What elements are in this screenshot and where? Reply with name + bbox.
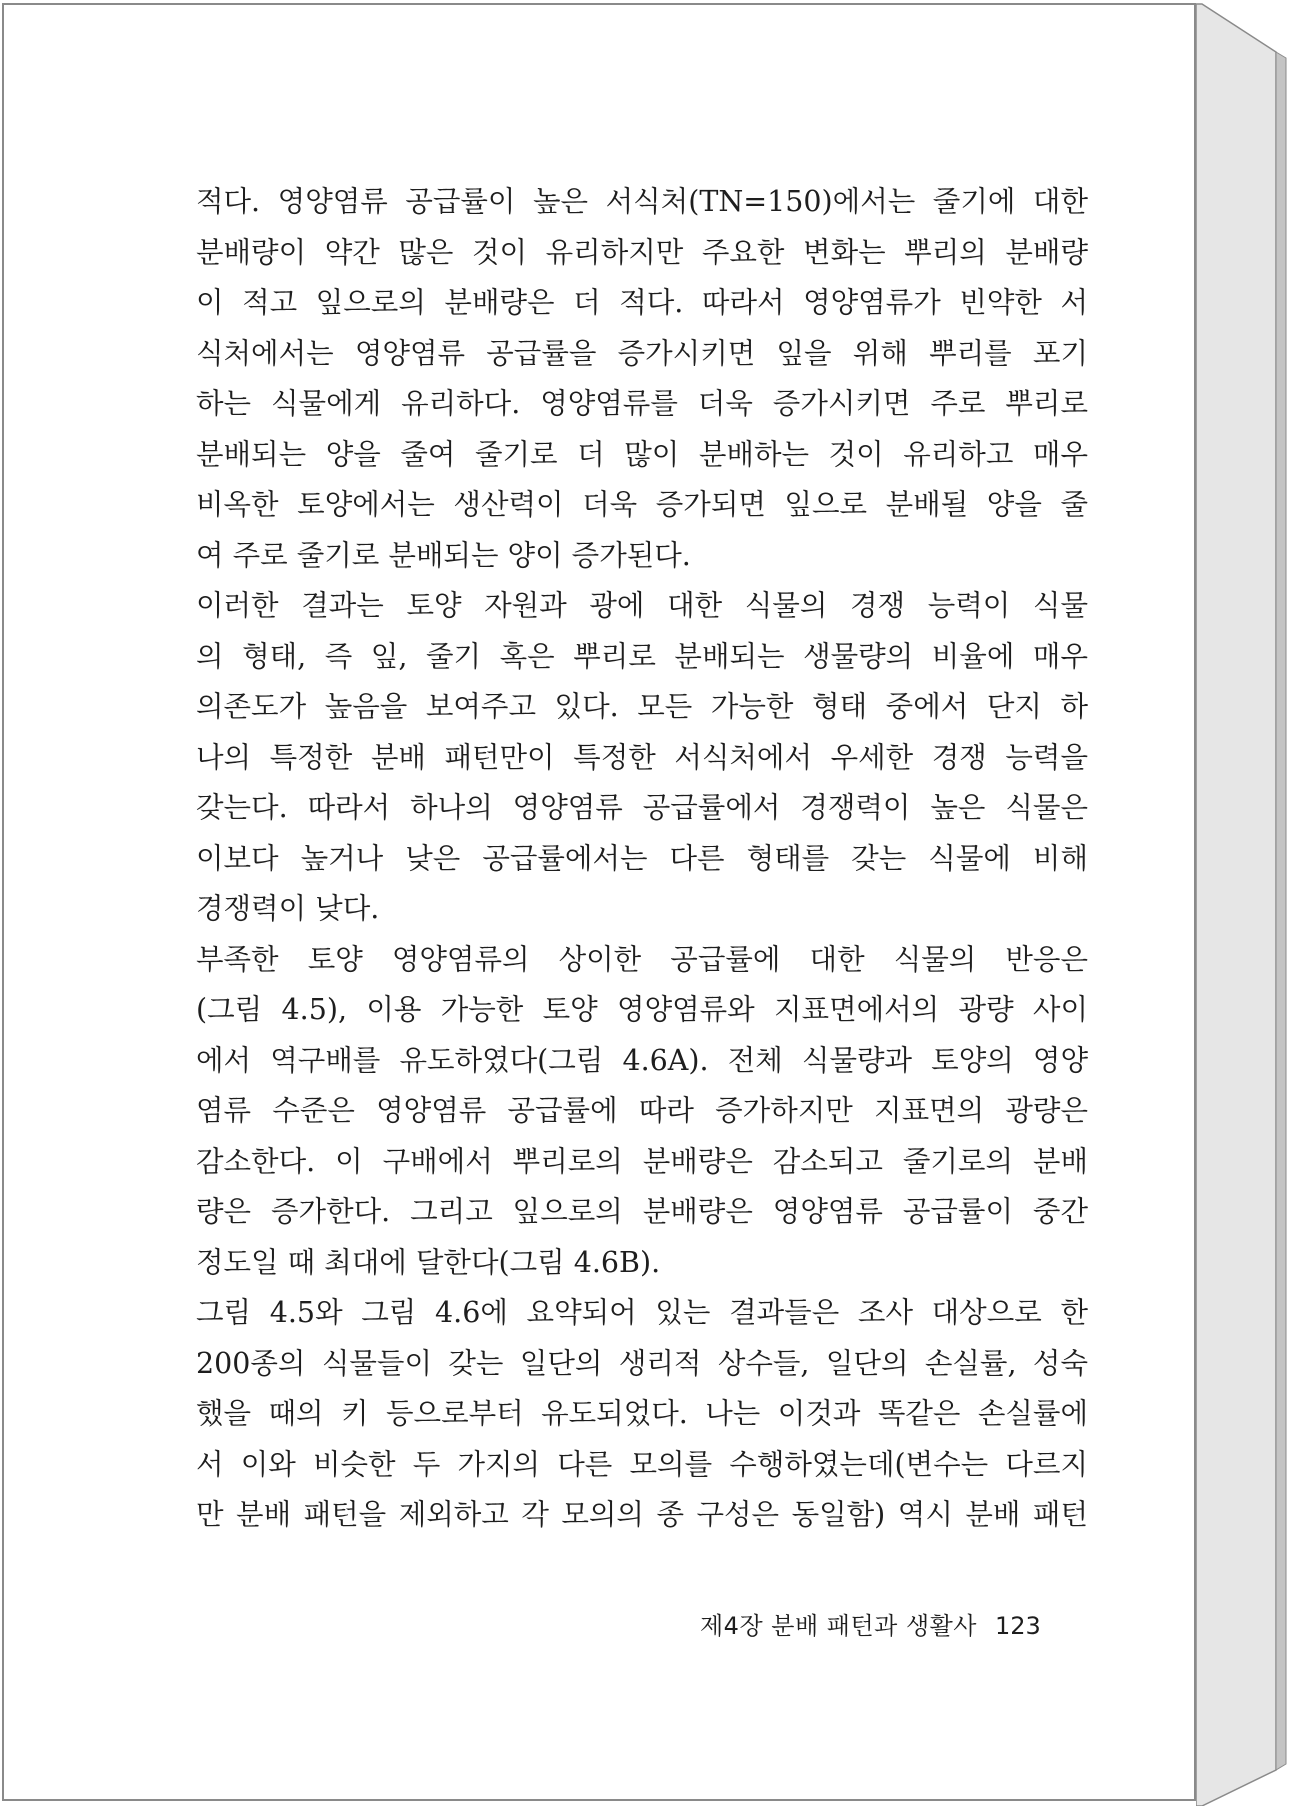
text-line: (그림 4.5), 이용 가능한 토양 영양염류와 지표면에서의 광량 사이 (196, 993, 1088, 1026)
text-line: 갖는다. 따라서 하나의 영양염류 공급률에서 경쟁력이 높은 식물은 (196, 791, 1088, 824)
body-text (196, 177, 1088, 1541)
text-line: 감소한다. 이 구배에서 뿌리로의 분배량은 감소되고 줄기로의 분배 (196, 1144, 1088, 1178)
text-line: 염류 수준은 영양염류 공급률에 따라 증가하지만 지표면의 광량은 (196, 1094, 1088, 1127)
chapter-title: 제4장 분배 패턴과 생활사 (700, 1612, 977, 1640)
text-line: 그림 4.5와 그림 4.6에 요약되어 있는 결과들은 조사 대상으로 한 (196, 1296, 1088, 1329)
text-line: 이 적고 잎으로의 분배량은 더 적다. 따라서 영양염류가 빈약한 서 (196, 286, 1088, 319)
page-number: 123 (995, 1612, 1041, 1640)
text-line: 200종의 식물들이 갖는 일단의 생리적 상수들, 일단의 손실률, 성숙 (196, 1346, 1088, 1380)
text-line: 비옥한 토양에서는 생산력이 더욱 증가되면 잎으로 분배될 양을 줄 (196, 488, 1088, 521)
text-line: 나의 특정한 분배 패턴만이 특정한 서식처에서 우세한 경쟁 능력을 (196, 740, 1088, 774)
text-line: 만 분배 패턴을 제외하고 각 모의의 종 구성은 동일함) 역시 분배 패턴 (196, 1498, 1088, 1531)
text-line: 의 형태, 즉 잎, 줄기 혹은 뿌리로 분배되는 생물량의 비율에 매우 (196, 639, 1088, 673)
running-footer (700, 1606, 1080, 1646)
text-line: 정도일 때 최대에 달한다(그림 4.6B). (196, 1245, 661, 1279)
text-line: 여 주로 줄기로 분배되는 양이 증가된다. (196, 538, 691, 572)
text-line: 분배되는 양을 줄여 줄기로 더 많이 분배하는 것이 유리하고 매우 (196, 437, 1088, 471)
text-line: 경쟁력이 낮다. (196, 892, 380, 925)
text-line: 에서 역구배를 유도하였다(그림 4.6A). 전체 식물량과 토양의 영양 (196, 1043, 1088, 1077)
text-line: 량은 증가한다. 그리고 잎으로의 분배량은 영양염류 공급률이 중간 (196, 1195, 1088, 1228)
text-line: 의존도가 높음을 보여주고 있다. 모든 가능한 형태 중에서 단지 하 (196, 690, 1088, 723)
text-line: 적다. 영양염류 공급률이 높은 서식처(TN=150)에서는 줄기에 대한 (196, 185, 1088, 218)
text-line: 했을 때의 키 등으로부터 유도되었다. 나는 이것과 똑같은 손실률에 (196, 1397, 1088, 1430)
text-line: 부족한 토양 영양염류의 상이한 공급률에 대한 식물의 반응은 (196, 942, 1088, 976)
text-line: 이러한 결과는 토양 자원과 광에 대한 식물의 경쟁 능력이 식물 (196, 589, 1088, 622)
text-line: 이보다 높거나 낮은 공급률에서는 다른 형태를 갖는 식물에 비해 (196, 841, 1088, 875)
text-line: 분배량이 약간 많은 것이 유리하지만 주요한 변화는 뿌리의 분배량 (196, 235, 1088, 269)
text-line: 하는 식물에게 유리하다. 영양염류를 더욱 증가시키면 주로 뿌리로 (196, 387, 1088, 420)
page-stack-edge (1196, 0, 1289, 1806)
text-line: 서 이와 비슷한 두 가지의 다른 모의를 수행하였는데(변수는 다르지 (196, 1447, 1088, 1481)
text-line: 식처에서는 영양염류 공급률을 증가시키면 잎을 위해 뿌리를 포기 (196, 336, 1088, 370)
